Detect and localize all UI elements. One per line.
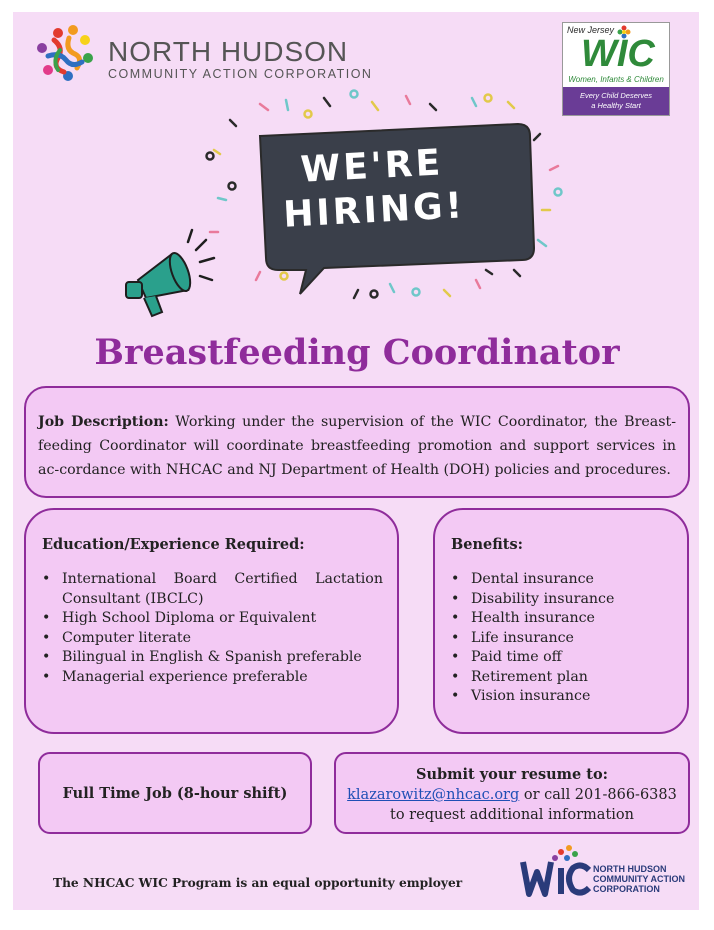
- wic-subtitle: Women, Infants & Children: [568, 75, 664, 84]
- org-name: NORTH HUDSON: [108, 36, 349, 67]
- wic-tagline-line1: Every Child Deserves: [579, 91, 653, 100]
- wic-tagline-line2: a Healthy Start: [591, 101, 641, 110]
- benefits-box: [433, 508, 689, 734]
- list-item: • International Board Certified Lactation Consultant (IBCLC): [40, 570, 383, 609]
- equal-opportunity-statement: The NHCAC WIC Program is an equal opportunity employer: [53, 876, 463, 890]
- submit-heading: Submit your resume to:: [416, 766, 608, 783]
- footer-logo-text: [593, 864, 685, 894]
- footer-logo-line3: CORPORATION: [593, 884, 660, 894]
- contact-line: [336, 785, 688, 805]
- benefits-list: [449, 570, 673, 707]
- hiring-line2: HIRING!: [282, 185, 466, 236]
- full-time-box: [38, 752, 312, 834]
- job-description-box: [24, 386, 690, 498]
- list-item: • Paid time off: [449, 648, 673, 668]
- footer-logo-line1: NORTH HUDSON: [593, 864, 667, 874]
- hiring-headline: [266, 140, 480, 239]
- request-info-text: to request additional information: [390, 807, 634, 823]
- wic-state: New Jersey: [567, 25, 615, 35]
- job-description-label: Job Description:: [38, 414, 169, 430]
- benefits-heading: Benefits:: [451, 536, 524, 553]
- list-item: • Managerial experience preferable: [40, 668, 383, 688]
- education-list: [40, 570, 383, 687]
- job-title: Breastfeeding Coordinator: [94, 332, 620, 373]
- footer-logo-line2: COMMUNITY ACTION: [593, 874, 685, 884]
- list-item: • Retirement plan: [449, 668, 673, 688]
- education-box: [24, 508, 399, 734]
- list-item: • Dental insurance: [449, 570, 673, 590]
- phone-text: or call 201-866-6383: [519, 787, 677, 803]
- email-link[interactable]: klazarowitz@nhcac.org: [347, 787, 520, 803]
- wic-letters: WIC: [581, 33, 655, 75]
- list-item: • Computer literate: [40, 629, 383, 649]
- list-item: • High School Diploma or Equivalent: [40, 609, 383, 629]
- org-subtitle: COMMUNITY ACTION CORPORATION: [108, 67, 373, 81]
- job-description-text: Working under the supervision of the WIC Coordinator, the Breast-feeding Coordinator will coordinate breastfeeding promotion and support services in ac-cordance with NHCAC and NJ Department of Health (DOH) policies and procedures.: [38, 414, 676, 478]
- list-item: • Health insurance: [449, 609, 673, 629]
- list-item: • Life insurance: [449, 629, 673, 649]
- full-time-label: Full Time Job (8-hour shift): [62, 784, 288, 802]
- list-item: • Bilingual in English & Spanish preferable: [40, 648, 383, 668]
- megaphone-icon: [126, 230, 214, 316]
- list-item: • Disability insurance: [449, 590, 673, 610]
- hiring-line1: WE'RE: [299, 142, 445, 191]
- education-heading: Education/Experience Required:: [42, 536, 305, 553]
- list-item: • Vision insurance: [449, 687, 673, 707]
- submit-resume-box: [334, 752, 690, 834]
